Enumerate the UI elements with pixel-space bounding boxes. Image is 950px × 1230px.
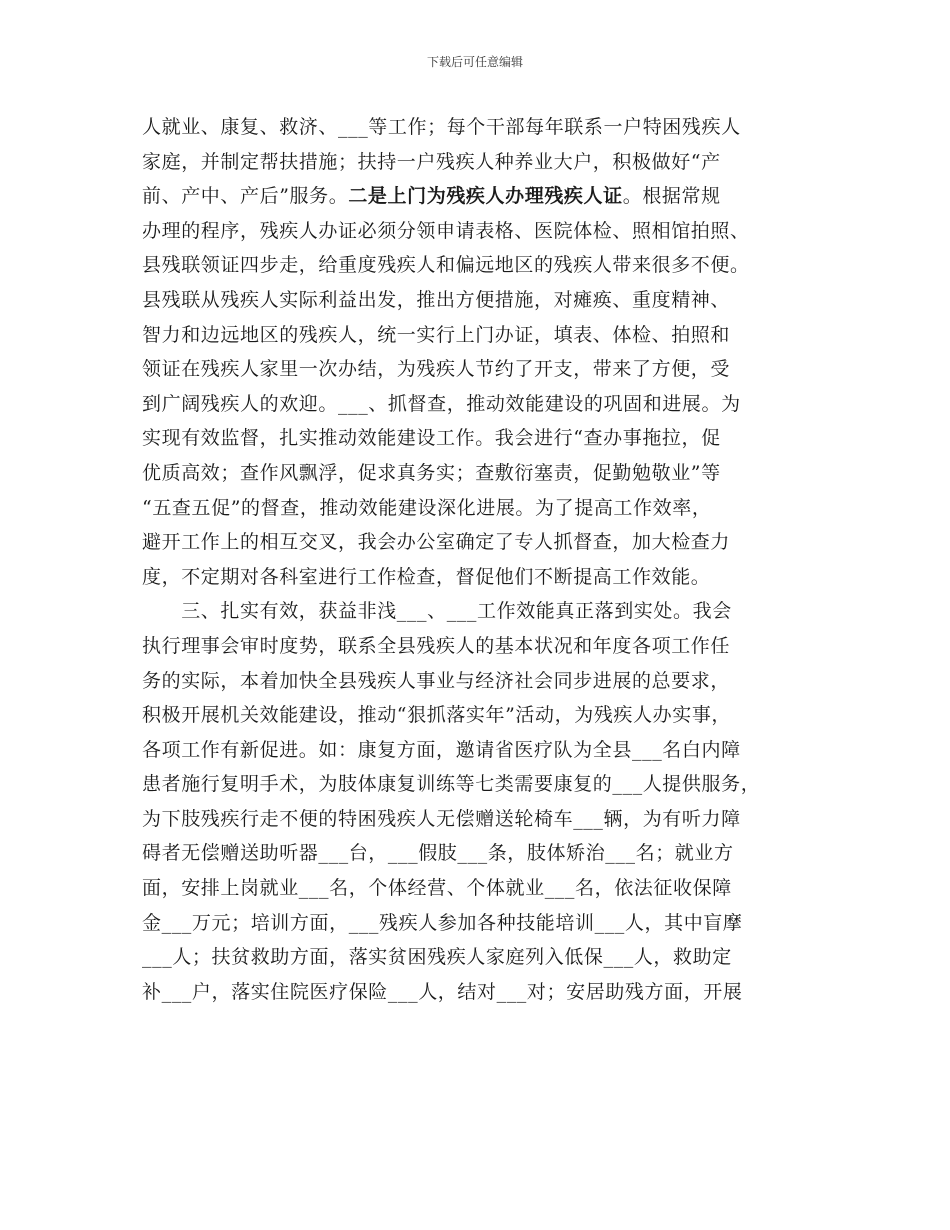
text-run: 避开工作上的相互交叉，我会办公室确定了专人抓督查，加大检查力 [142,531,731,554]
text-run: 优质高效；查作风飘浮，促求真务实；查敷衍塞责，促勤勉敬业”等 [142,461,721,484]
text-line [142,836,812,871]
text-run: 领证在残疾人家里一次办结，为残疾人节约了开支，带来了方便，受 [142,358,731,381]
text-line [142,594,812,629]
text-run: 补___户，落实住院医疗保险___人，结对___对；安居助残方面，开展 [142,980,743,1003]
text-run: 为下肢残疾行走不便的特困残疾人无偿赠送轮椅车___辆，为有听力障 [142,807,741,830]
text-line [142,767,812,802]
text-run: 前、产中、产后”服务。 [142,185,349,208]
text-run: 办理的程序，残疾人办证必须分领申请表格、医院体检、照相馆拍照、 [142,219,750,242]
text-line [142,871,812,906]
text-run: 家庭，并制定帮扶措施；扶持一户残疾人种养业大户，积极做好“产 [142,150,721,173]
body-text [142,110,812,1009]
text-run: 度，不定期对各科室进行工作检查，督促他们不断提高工作效能。 [142,565,711,588]
text-line [142,664,812,699]
text-line [142,214,812,249]
text-line [142,906,812,941]
text-run: 积极开展机关效能建设，推动“狠抓落实年”活动，为残疾人办实事， [142,704,732,727]
bold-phrase: 二是上门为残疾人办理残疾人证 [348,185,623,208]
text-line [142,733,812,768]
text-run: 县残联从残疾人实际利益出发，推出方便措施，对瘫痪、重度精神、 [142,288,731,311]
text-run: 患者施行复明手术，为肢体康复训练等七类需要康复的___人提供服务， [142,773,761,796]
text-run: 碍者无偿赠送助听器___台，___假肢___条，肢体矫治___名；就业方 [142,842,734,865]
text-run: 面，安排上岗就业___名，个体经营、个体就业___名，依法征收保障 [142,877,732,900]
page-header: 下载后可任意编辑 [426,55,523,69]
text-run: “五查五促”的督查，推动效能建设深化进展。为了提高工作效率， [142,496,712,519]
text-run: 。根据常规 [622,185,721,208]
text-run: 县残联领证四步走，给重度残疾人和偏远地区的残疾人带来很多不便。 [142,254,750,277]
text-run: 智力和边远地区的残疾人，统一实行上门办证，填表、体检、拍照和 [142,323,731,346]
text-run: 金___万元；培训方面，___残疾人参加各种技能培训___人，其中盲摩 [142,911,743,934]
text-run: 到广阔残疾人的欢迎。___、抓督查，推动效能建设的巩固和进展。为 [142,392,741,415]
text-line [142,179,812,214]
text-line [142,352,812,387]
text-run: 各项工作有新促进。如：康复方面，邀请省医疗队为全县___名白内障 [142,738,741,761]
text-line [142,145,812,180]
text-run: 实现有效监督，扎实推动效能建设工作。我会进行“查办事拖拉，促 [142,427,721,450]
text-line [142,318,812,353]
text-run: 执行理事会审时度势，联系全县残疾人的基本状况和年度各项工作任 [142,634,731,657]
text-run: 务的实际，本着加快全县残疾人事业与经济社会同步进展的总要求， [142,669,731,692]
text-line [142,940,812,975]
text-line [142,456,812,491]
text-line [142,629,812,664]
text-line [142,387,812,422]
text-line [142,525,812,560]
text-line [142,283,812,318]
text-line [142,975,812,1010]
text-line [142,560,812,595]
text-line [142,698,812,733]
text-line [142,491,812,526]
text-run: ___人；扶贫救助方面，落实贫困残疾人家庭列入低保___人，救助定 [142,946,732,969]
text-run: 三、扎实有效，获益非浅___、___工作效能真正落到实处。我会 [142,600,732,623]
text-line [142,248,812,283]
text-line [142,802,812,837]
text-line [142,421,812,456]
text-line [142,110,812,145]
text-run: 人就业、康复、救济、___等工作；每个干部每年联系一户特困残疾人 [142,116,741,138]
